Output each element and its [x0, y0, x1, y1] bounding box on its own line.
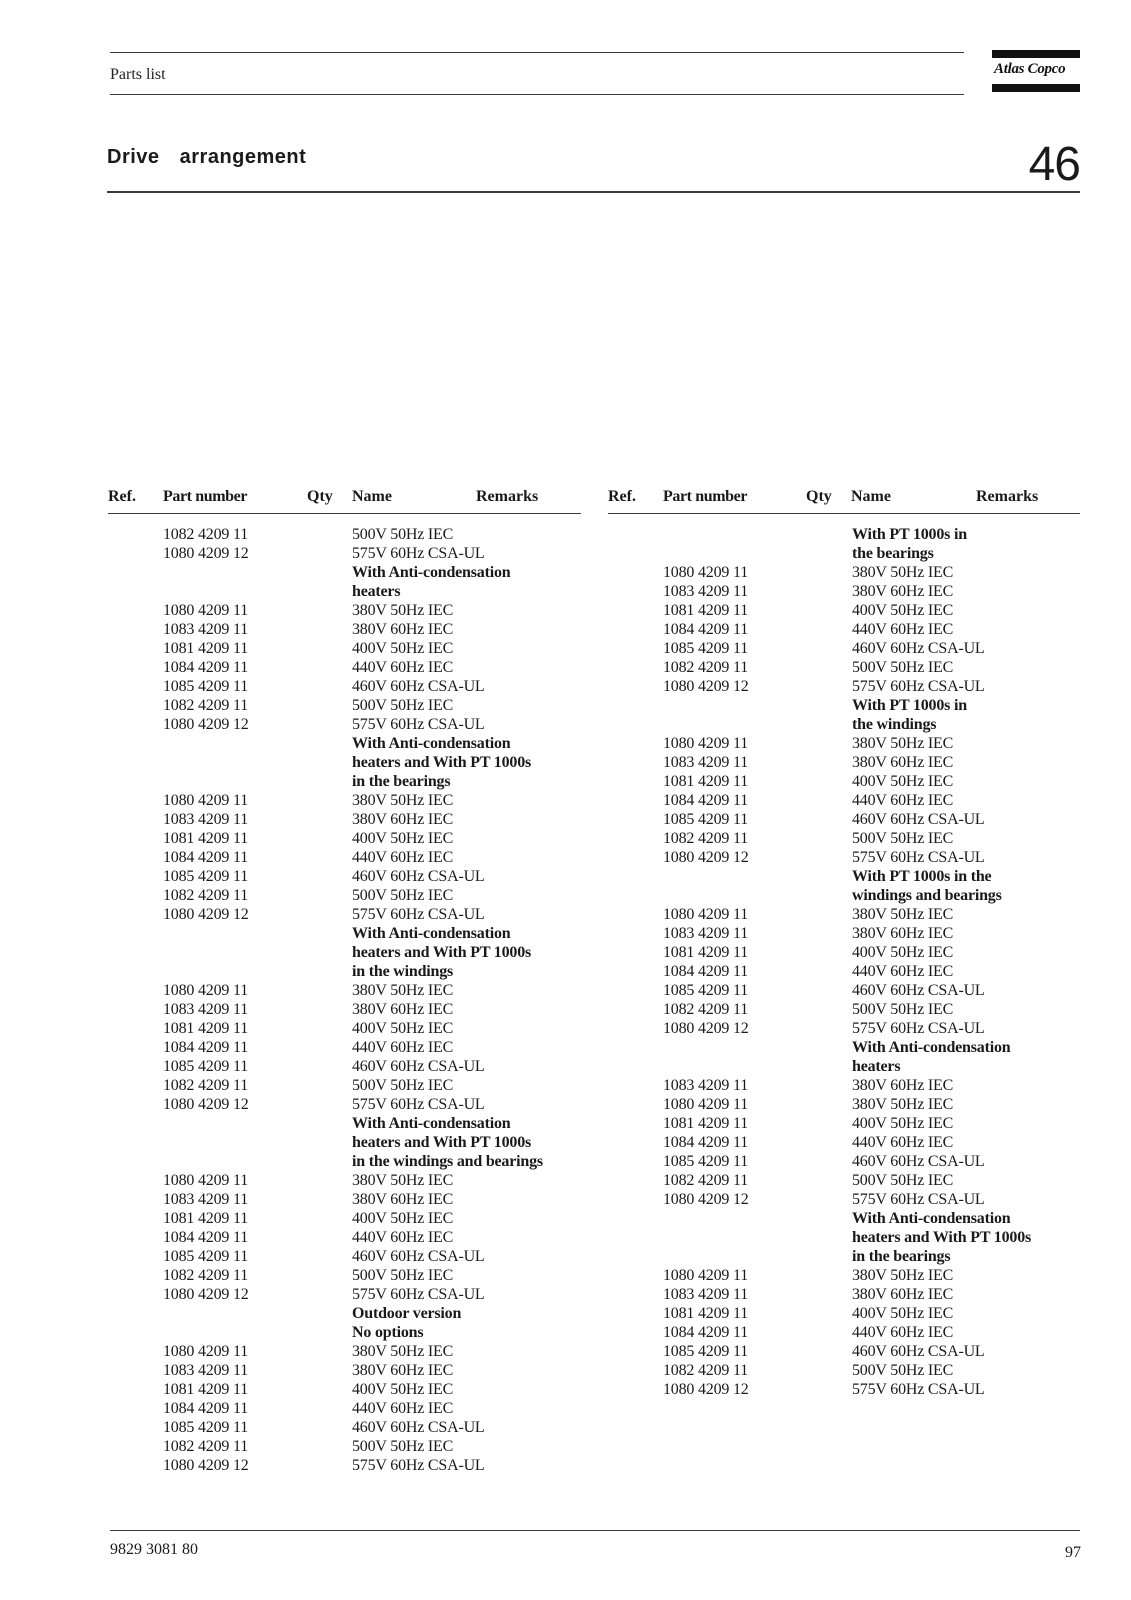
table-row: [163, 1095, 583, 1114]
part-number-cell: 1080 4209 11: [663, 564, 749, 581]
table-row: [663, 1114, 1083, 1133]
group-heading-text: With Anti-condensation: [352, 564, 511, 581]
name-cell: 380V 60Hz IEC: [352, 811, 454, 828]
name-cell: 440V 60Hz IEC: [852, 1134, 954, 1151]
table-row: [163, 715, 583, 734]
part-number-cell: 1082 4209 11: [163, 1438, 249, 1455]
table-row: [163, 1038, 583, 1057]
group-heading-text: With PT 1000s in: [852, 526, 967, 543]
part-number-cell: 1080 4209 12: [663, 1381, 749, 1398]
table-row: [163, 1399, 583, 1418]
part-number-cell: 1080 4209 11: [163, 1172, 249, 1189]
part-number-cell: 1084 4209 11: [163, 1039, 249, 1056]
part-number-cell: 1080 4209 11: [663, 1267, 749, 1284]
table-row: [163, 1209, 583, 1228]
name-cell: 380V 50Hz IEC: [852, 906, 954, 923]
header-top-rule: [110, 52, 964, 53]
group-heading-row: [163, 563, 583, 582]
name-cell: 575V 60Hz CSA-UL: [852, 1020, 985, 1037]
part-number-cell: 1081 4209 11: [163, 1020, 249, 1037]
group-heading-row: [163, 962, 583, 981]
table-row: [663, 1019, 1083, 1038]
table-row: [163, 829, 583, 848]
name-cell: 440V 60Hz IEC: [852, 792, 954, 809]
table-row: [163, 1456, 583, 1475]
table-row: [163, 1418, 583, 1437]
name-cell: 500V 50Hz IEC: [352, 1438, 454, 1455]
table-row: [663, 981, 1083, 1000]
name-cell: 440V 60Hz IEC: [352, 1400, 454, 1417]
table-row: [663, 943, 1083, 962]
part-number-cell: 1080 4209 11: [163, 792, 249, 809]
name-cell: 575V 60Hz CSA-UL: [352, 1096, 485, 1113]
group-heading-text: With Anti-condensation: [852, 1210, 1011, 1227]
name-cell: 400V 50Hz IEC: [852, 1305, 954, 1322]
name-cell: 380V 60Hz IEC: [852, 754, 954, 771]
name-cell: 440V 60Hz IEC: [352, 1039, 454, 1056]
group-heading-text: in the windings and bearings: [352, 1153, 543, 1170]
table-row: [163, 1019, 583, 1038]
part-number-cell: 1084 4209 11: [163, 1400, 249, 1417]
group-heading-row: [163, 753, 583, 772]
part-number-cell: 1083 4209 11: [163, 1001, 249, 1018]
group-heading-row: [163, 924, 583, 943]
name-cell: 460V 60Hz CSA-UL: [852, 1153, 985, 1170]
name-cell: 500V 50Hz IEC: [352, 1267, 454, 1284]
table-row: [163, 696, 583, 715]
table-row: [663, 639, 1083, 658]
part-number-cell: 1085 4209 11: [163, 1419, 249, 1436]
group-heading-text: windings and bearings: [852, 887, 1002, 904]
part-number-cell: 1080 4209 12: [163, 1457, 249, 1474]
table-row: [663, 1000, 1083, 1019]
part-number-cell: 1080 4209 11: [663, 906, 749, 923]
table-row: [663, 753, 1083, 772]
name-cell: 440V 60Hz IEC: [352, 659, 454, 676]
part-number-cell: 1082 4209 11: [663, 1362, 749, 1379]
part-number-cell: 1082 4209 11: [663, 1001, 749, 1018]
part-number-cell: 1080 4209 12: [663, 678, 749, 695]
table-row: [663, 1076, 1083, 1095]
table-row: [663, 601, 1083, 620]
part-number-cell: 1085 4209 11: [663, 811, 749, 828]
part-number-cell: 1084 4209 11: [663, 1324, 749, 1341]
name-cell: 400V 50Hz IEC: [852, 944, 954, 961]
table-row: [663, 772, 1083, 791]
part-number-cell: 1080 4209 12: [163, 545, 249, 562]
group-heading-row: [663, 867, 1083, 886]
table-row: [663, 1285, 1083, 1304]
document-number: 9829 3081 80: [110, 1541, 198, 1558]
logo-bottom-bar: [992, 84, 1080, 92]
part-number-cell: 1082 4209 11: [663, 1172, 749, 1189]
name-cell: 400V 50Hz IEC: [852, 602, 954, 619]
part-number-cell: 1083 4209 11: [663, 583, 749, 600]
table-row: [163, 658, 583, 677]
part-number-cell: 1082 4209 11: [163, 887, 249, 904]
name-cell: 400V 50Hz IEC: [852, 1115, 954, 1132]
part-number-cell: 1080 4209 11: [163, 602, 249, 619]
part-number-cell: 1082 4209 11: [663, 659, 749, 676]
part-number-cell: 1084 4209 11: [663, 963, 749, 980]
name-cell: 575V 60Hz CSA-UL: [852, 849, 985, 866]
right-parts-table: [663, 525, 1083, 1399]
table-row: [163, 1057, 583, 1076]
part-number-cell: 1081 4209 11: [663, 773, 749, 790]
name-cell: 400V 50Hz IEC: [352, 1210, 454, 1227]
name-cell: 380V 50Hz IEC: [352, 1343, 454, 1360]
table-row: [163, 1171, 583, 1190]
part-number-cell: 1083 4209 11: [663, 754, 749, 771]
table-row: [663, 1152, 1083, 1171]
section-number: 46: [1028, 138, 1080, 191]
table-row: [663, 924, 1083, 943]
table-row: [663, 1266, 1083, 1285]
table-row: [663, 677, 1083, 696]
group-heading-text: in the bearings: [852, 1248, 951, 1265]
table-row: [663, 905, 1083, 924]
table-row: [163, 810, 583, 829]
name-cell: 500V 50Hz IEC: [352, 697, 454, 714]
part-number-cell: 1080 4209 11: [163, 982, 249, 999]
group-heading-text: heaters and With PT 1000s: [352, 944, 532, 961]
name-cell: 380V 60Hz IEC: [352, 621, 454, 638]
part-number-cell: 1082 4209 11: [163, 697, 249, 714]
table-row: [163, 544, 583, 563]
name-cell: 460V 60Hz CSA-UL: [852, 811, 985, 828]
name-cell: 440V 60Hz IEC: [852, 621, 954, 638]
name-cell: 575V 60Hz CSA-UL: [852, 1191, 985, 1208]
table-row: [663, 962, 1083, 981]
part-number-cell: 1085 4209 11: [663, 1343, 749, 1360]
part-number-cell: 1085 4209 11: [663, 982, 749, 999]
name-cell: 380V 60Hz IEC: [852, 1286, 954, 1303]
name-cell: 380V 60Hz IEC: [352, 1001, 454, 1018]
group-heading-text: heaters: [352, 583, 401, 600]
table-row: [163, 886, 583, 905]
name-cell: 575V 60Hz CSA-UL: [352, 545, 485, 562]
group-heading-row: [663, 696, 1083, 715]
name-cell: 575V 60Hz CSA-UL: [852, 678, 985, 695]
table-row: [663, 734, 1083, 753]
part-number-cell: 1084 4209 11: [663, 1134, 749, 1151]
footer-rule: [110, 1530, 1080, 1531]
name-cell: 440V 60Hz IEC: [852, 963, 954, 980]
name-cell: 460V 60Hz CSA-UL: [352, 1058, 485, 1075]
table-row: [163, 525, 583, 544]
name-cell: 400V 50Hz IEC: [352, 830, 454, 847]
group-heading-text: the windings: [852, 716, 937, 733]
name-cell: 380V 60Hz IEC: [852, 925, 954, 942]
part-number-cell: 1080 4209 11: [663, 1096, 749, 1113]
group-heading-text: the bearings: [852, 545, 934, 562]
part-number-cell: 1083 4209 11: [163, 1191, 249, 1208]
group-heading-text: heaters and With PT 1000s: [352, 1134, 532, 1151]
part-number-cell: 1083 4209 11: [663, 1077, 749, 1094]
left-parts-table: [163, 525, 583, 1475]
right-header-qty: Qty: [806, 488, 832, 505]
group-heading-row: [163, 1114, 583, 1133]
part-number-cell: 1080 4209 11: [663, 735, 749, 752]
table-row: [663, 563, 1083, 582]
group-heading-row: [163, 1304, 583, 1323]
part-number-cell: 1081 4209 11: [163, 640, 249, 657]
group-heading-row: [663, 544, 1083, 563]
section-label: Parts list: [110, 66, 166, 83]
part-number-cell: 1084 4209 11: [163, 849, 249, 866]
right-header-remarks: Remarks: [976, 488, 1039, 505]
page-number: 97: [1065, 1544, 1081, 1561]
group-heading-text: in the windings: [352, 963, 454, 980]
name-cell: 460V 60Hz CSA-UL: [352, 678, 485, 695]
table-row: [663, 1323, 1083, 1342]
part-number-cell: 1084 4209 11: [663, 621, 749, 638]
group-heading-row: [663, 525, 1083, 544]
table-row: [163, 848, 583, 867]
part-number-cell: 1080 4209 12: [163, 1286, 249, 1303]
name-cell: 380V 50Hz IEC: [852, 564, 954, 581]
group-heading-text: in the bearings: [352, 773, 451, 790]
part-number-cell: 1082 4209 11: [163, 1077, 249, 1094]
name-cell: 440V 60Hz IEC: [352, 1229, 454, 1246]
part-number-cell: 1085 4209 11: [663, 1153, 749, 1170]
table-row: [163, 1247, 583, 1266]
header-bottom-rule: [110, 94, 964, 95]
name-cell: 380V 50Hz IEC: [352, 792, 454, 809]
part-number-cell: 1082 4209 11: [163, 526, 249, 543]
logo-wordmark: Atlas Copco: [994, 61, 1066, 77]
group-heading-text: No options: [352, 1324, 424, 1341]
table-row: [163, 1342, 583, 1361]
group-heading-row: [163, 734, 583, 753]
name-cell: 575V 60Hz CSA-UL: [352, 716, 485, 733]
name-cell: 575V 60Hz CSA-UL: [352, 1286, 485, 1303]
part-number-cell: 1080 4209 12: [663, 1020, 749, 1037]
name-cell: 400V 50Hz IEC: [352, 1381, 454, 1398]
group-heading-row: [663, 886, 1083, 905]
part-number-cell: 1085 4209 11: [163, 678, 249, 695]
name-cell: 380V 60Hz IEC: [352, 1191, 454, 1208]
table-row: [163, 601, 583, 620]
part-number-cell: 1083 4209 11: [163, 1362, 249, 1379]
part-number-cell: 1085 4209 11: [163, 1058, 249, 1075]
part-number-cell: 1083 4209 11: [663, 1286, 749, 1303]
part-number-cell: 1082 4209 11: [163, 1267, 249, 1284]
left-header-name: Name: [352, 488, 392, 505]
table-row: [163, 639, 583, 658]
table-row: [163, 1380, 583, 1399]
group-heading-text: With Anti-condensation: [352, 735, 511, 752]
name-cell: 400V 50Hz IEC: [352, 640, 454, 657]
name-cell: 460V 60Hz CSA-UL: [352, 1419, 485, 1436]
part-number-cell: 1083 4209 11: [163, 621, 249, 638]
table-row: [163, 1190, 583, 1209]
table-row: [663, 1133, 1083, 1152]
name-cell: 500V 50Hz IEC: [352, 887, 454, 904]
name-cell: 440V 60Hz IEC: [352, 849, 454, 866]
table-row: [663, 1380, 1083, 1399]
name-cell: 380V 60Hz IEC: [852, 583, 954, 600]
group-heading-text: With Anti-condensation: [352, 1115, 511, 1132]
table-row: [663, 810, 1083, 829]
part-number-cell: 1085 4209 11: [163, 1248, 249, 1265]
name-cell: 400V 50Hz IEC: [852, 773, 954, 790]
part-number-cell: 1084 4209 11: [163, 1229, 249, 1246]
name-cell: 460V 60Hz CSA-UL: [352, 868, 485, 885]
name-cell: 460V 60Hz CSA-UL: [852, 1343, 985, 1360]
table-row: [163, 1285, 583, 1304]
name-cell: 500V 50Hz IEC: [852, 1362, 954, 1379]
table-row: [163, 1437, 583, 1456]
group-heading-row: [663, 1038, 1083, 1057]
name-cell: 380V 50Hz IEC: [852, 735, 954, 752]
table-row: [163, 1361, 583, 1380]
table-row: [663, 791, 1083, 810]
name-cell: 400V 50Hz IEC: [352, 1020, 454, 1037]
right-header-part-number: Part number: [663, 488, 748, 505]
name-cell: 500V 50Hz IEC: [352, 526, 454, 543]
name-cell: 575V 60Hz CSA-UL: [352, 906, 485, 923]
table-row: [663, 582, 1083, 601]
name-cell: 500V 50Hz IEC: [852, 1172, 954, 1189]
group-heading-text: heaters and With PT 1000s: [852, 1229, 1032, 1246]
group-heading-row: [163, 1152, 583, 1171]
part-number-cell: 1084 4209 11: [163, 659, 249, 676]
table-row: [663, 658, 1083, 677]
part-number-cell: 1080 4209 12: [663, 849, 749, 866]
table-row: [663, 1171, 1083, 1190]
name-cell: 575V 60Hz CSA-UL: [352, 1457, 485, 1474]
name-cell: 575V 60Hz CSA-UL: [852, 1381, 985, 1398]
part-number-cell: 1085 4209 11: [663, 640, 749, 657]
left-header-remarks: Remarks: [476, 488, 539, 505]
group-heading-text: With PT 1000s in: [852, 697, 967, 714]
table-row: [663, 848, 1083, 867]
table-row: [163, 905, 583, 924]
part-number-cell: 1083 4209 11: [663, 925, 749, 942]
part-number-cell: 1081 4209 11: [663, 1305, 749, 1322]
group-heading-row: [163, 1133, 583, 1152]
part-number-cell: 1081 4209 11: [163, 1210, 249, 1227]
name-cell: 500V 50Hz IEC: [852, 1001, 954, 1018]
group-heading-text: heaters and With PT 1000s: [352, 754, 532, 771]
part-number-cell: 1080 4209 12: [663, 1191, 749, 1208]
group-heading-row: [663, 1247, 1083, 1266]
group-heading-text: With Anti-condensation: [352, 925, 511, 942]
part-number-cell: 1081 4209 11: [663, 602, 749, 619]
group-heading-row: [163, 943, 583, 962]
group-heading-row: [163, 582, 583, 601]
name-cell: 380V 50Hz IEC: [852, 1267, 954, 1284]
table-row: [163, 791, 583, 810]
part-number-cell: 1083 4209 11: [163, 811, 249, 828]
part-number-cell: 1084 4209 11: [663, 792, 749, 809]
name-cell: 500V 50Hz IEC: [852, 659, 954, 676]
part-number-cell: 1085 4209 11: [163, 868, 249, 885]
name-cell: 460V 60Hz CSA-UL: [352, 1248, 485, 1265]
name-cell: 380V 60Hz IEC: [852, 1077, 954, 1094]
left-header-ref: Ref.: [108, 488, 136, 505]
right-header-name: Name: [851, 488, 891, 505]
table-row: [163, 620, 583, 639]
name-cell: 500V 50Hz IEC: [352, 1077, 454, 1094]
name-cell: 500V 50Hz IEC: [852, 830, 954, 847]
table-row: [663, 1190, 1083, 1209]
name-cell: 380V 50Hz IEC: [352, 602, 454, 619]
table-row: [163, 1228, 583, 1247]
table-row: [163, 1076, 583, 1095]
table-row: [663, 1095, 1083, 1114]
part-number-cell: 1080 4209 11: [163, 1343, 249, 1360]
right-header-rule: [608, 513, 1080, 514]
table-row: [663, 829, 1083, 848]
part-number-cell: 1080 4209 12: [163, 716, 249, 733]
left-header-qty: Qty: [307, 488, 333, 505]
title-rule: [107, 191, 1080, 193]
part-number-cell: 1081 4209 11: [163, 830, 249, 847]
name-cell: 440V 60Hz IEC: [852, 1324, 954, 1341]
part-number-cell: 1081 4209 11: [163, 1381, 249, 1398]
group-heading-row: [163, 772, 583, 791]
part-number-cell: 1080 4209 12: [163, 906, 249, 923]
table-row: [163, 981, 583, 1000]
group-heading-row: [663, 1057, 1083, 1076]
name-cell: 380V 60Hz IEC: [352, 1362, 454, 1379]
group-heading-text: Outdoor version: [352, 1305, 462, 1322]
group-heading-row: [663, 1209, 1083, 1228]
group-heading-row: [663, 1228, 1083, 1247]
logo-top-bar: [992, 50, 1080, 58]
table-row: [163, 1266, 583, 1285]
name-cell: 380V 50Hz IEC: [852, 1096, 954, 1113]
left-header-rule: [108, 513, 581, 514]
table-row: [663, 620, 1083, 639]
table-row: [663, 1361, 1083, 1380]
left-header-part-number: Part number: [163, 488, 248, 505]
group-heading-text: With Anti-condensation: [852, 1039, 1011, 1056]
name-cell: 460V 60Hz CSA-UL: [852, 640, 985, 657]
name-cell: 380V 50Hz IEC: [352, 982, 454, 999]
table-row: [163, 867, 583, 886]
right-header-ref: Ref.: [608, 488, 636, 505]
part-number-cell: 1080 4209 12: [163, 1096, 249, 1113]
table-row: [163, 677, 583, 696]
group-heading-text: With PT 1000s in the: [852, 868, 992, 885]
part-number-cell: 1081 4209 11: [663, 1115, 749, 1132]
table-row: [163, 1000, 583, 1019]
page-title: Drive arrangement: [107, 146, 307, 168]
table-row: [663, 1304, 1083, 1323]
group-heading-text: heaters: [852, 1058, 901, 1075]
part-number-cell: 1082 4209 11: [663, 830, 749, 847]
group-heading-row: [663, 715, 1083, 734]
name-cell: 380V 50Hz IEC: [352, 1172, 454, 1189]
table-row: [663, 1342, 1083, 1361]
part-number-cell: 1081 4209 11: [663, 944, 749, 961]
group-heading-row: [163, 1323, 583, 1342]
name-cell: 460V 60Hz CSA-UL: [852, 982, 985, 999]
